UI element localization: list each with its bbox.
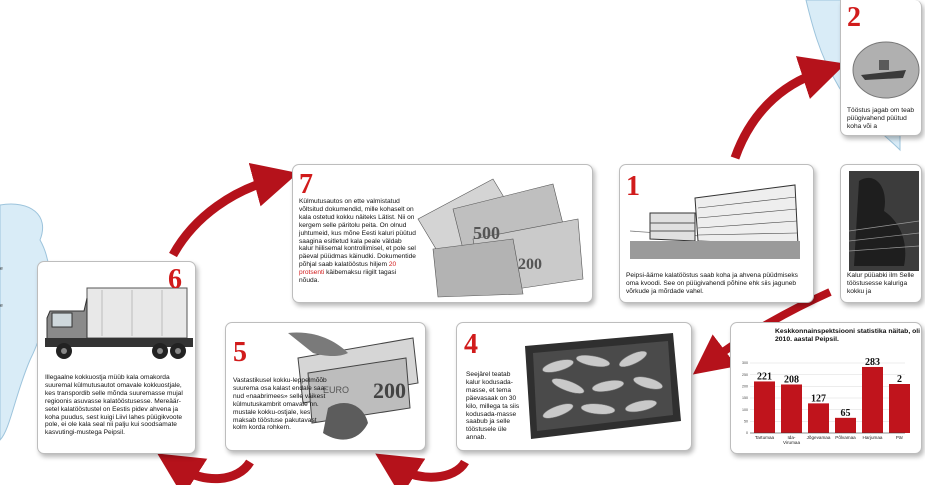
- arrow-5-to-6: [180, 462, 250, 479]
- chart-bar-p-r: [889, 384, 910, 433]
- arrow-4-to-5: [398, 462, 465, 477]
- bar-chart: [733, 341, 908, 456]
- y-tick-label: 100: [742, 407, 748, 412]
- boat-photo: [851, 30, 921, 100]
- step-6-text: Illegaalne kokkuostja müüb kala omakorda suuremal külmutusautot omavale kokkuostjale, kes transpordib selle mõnda suuremasse mujal regioonis asuvasse kalatööstusesse. Mereäär-setel kalatööstustel on Eestis pidev ahvena ja koha puudus, sest kuigi Liivi lahes püügikvoote pole, ei ole kala seal nii palju kui soodsamate kasvutingi-mustega Peipsil.: [45, 374, 183, 437]
- step-7-number: 7: [299, 169, 313, 200]
- step-2-card: [840, 0, 922, 136]
- chart-bar-p-lvamaa: [835, 418, 856, 433]
- step-5-text: Vastastikusel kokku-leppelmõõb suurema osa kalast endale saa-nud «naabrimees» selle väikest külmutuskambrit omavale nn. mustale kokku-ostjale, kes maksab tööstuse pakutavast kolm korda rohkem.: [233, 377, 327, 432]
- step-7-text: Külmutusautos on ette valmistatud võltsitud dokumendid, mille kohaselt on kala ostetud kokku näiteks Lätist. Nii on kergem selle päritolu peita. On olnud juhtumeid, kus mõne Eesti kaluri püütud saagina esitletud kala peale väldab kalur hiilisemal kontrollimisel, et pole sel päeval püüdmas käinudki. Dokumentide põhjal saab kalatööstus hiljem 20 protsenti käibemaksu riigilt tagasi nõuda.: [299, 198, 416, 285]
- y-tick-label: 0: [746, 431, 748, 436]
- svg-text:500: 500: [473, 223, 500, 243]
- chart-value-label: 2: [897, 374, 902, 385]
- chart-value-label: 208: [784, 374, 799, 386]
- y-tick-label: 250: [742, 372, 748, 377]
- chart-category-label: Ida-: [787, 435, 796, 440]
- chart-bar-harjumaa: [862, 367, 883, 433]
- chart-value-label: 127: [811, 393, 826, 405]
- y-tick-label: 150: [742, 396, 748, 401]
- statistics-chart-card: [730, 322, 922, 454]
- chart-bar-j-gevamaa: [808, 403, 829, 433]
- factory-photo: [630, 183, 805, 263]
- svg-text:200: 200: [518, 256, 542, 273]
- step-1-card: [619, 164, 814, 303]
- svg-text:200: 200: [373, 378, 406, 403]
- chart-value-label: 221: [757, 371, 772, 383]
- euro-banknotes-photo: [413, 169, 588, 299]
- chart-title: Keskkonnainspektsiooni statistika näitab, oli 2010. aastal Peipsil.: [775, 328, 921, 343]
- chart-value-label: 283: [865, 356, 880, 368]
- step-6-number: 6: [168, 264, 182, 295]
- arrow-1-to-2: [735, 72, 820, 158]
- chart-value-label: 65: [840, 407, 851, 419]
- y-tick-label: 200: [742, 384, 748, 389]
- svg-text:EURO: EURO: [323, 385, 350, 395]
- step-4-number: 4: [464, 329, 478, 360]
- fish-crate-photo: [523, 331, 683, 441]
- chart-bar-ida-virumaa: [781, 384, 802, 433]
- svg-text:e: e: [0, 303, 3, 309]
- step-4-card: [456, 322, 692, 451]
- step-4-text: Seejärel teatab kalur kodusada-masse, et tema päevasaak on 30 kilo, millega ta siis kodusada-masse saabub ja selle tööstusele üle annab.: [466, 371, 520, 442]
- chart-category-label: Harjumaa: [862, 435, 883, 440]
- chart-category-label: Pär: [895, 435, 904, 440]
- step-3-text: Kalur püüabki ilm Selle tööstusesse kaluriga kokku ja: [847, 272, 915, 295]
- chart-category-label: Tartumaa: [754, 435, 775, 440]
- svg-text:e: e: [0, 266, 3, 272]
- step-5-number: 5: [233, 337, 247, 368]
- chart-category-label: Virumaa: [782, 440, 801, 445]
- chart-bar-tartumaa: [754, 381, 775, 433]
- step-7-card: [292, 164, 593, 303]
- step-1-number: 1: [626, 171, 640, 202]
- y-tick-label: 300: [742, 361, 748, 366]
- step-1-text: Peipsi-äärne kalatööstus saab koha ja ahvena püüdmiseks oma kvoodi. See on püügivahendi põhine ehk siis jaguneb võrkude ja mõrdade vahel.: [626, 272, 798, 295]
- chart-category-label: Jõgevamaa: [806, 435, 831, 440]
- step-2-text: Tööstus jagab om teab püügivahend püütud koha või a: [847, 107, 915, 130]
- fisherman-photo: [849, 171, 919, 271]
- step-3-card: [840, 164, 922, 303]
- arrow-6-to-7: [173, 180, 272, 255]
- y-tick-label: 50: [744, 419, 748, 424]
- step-2-number: 2: [847, 2, 861, 33]
- chart-category-label: Põlvamaa: [835, 435, 856, 440]
- step-7-highlight: 20 protsenti: [299, 261, 397, 277]
- step-5-card: [225, 322, 426, 451]
- step-6-card: [37, 261, 196, 454]
